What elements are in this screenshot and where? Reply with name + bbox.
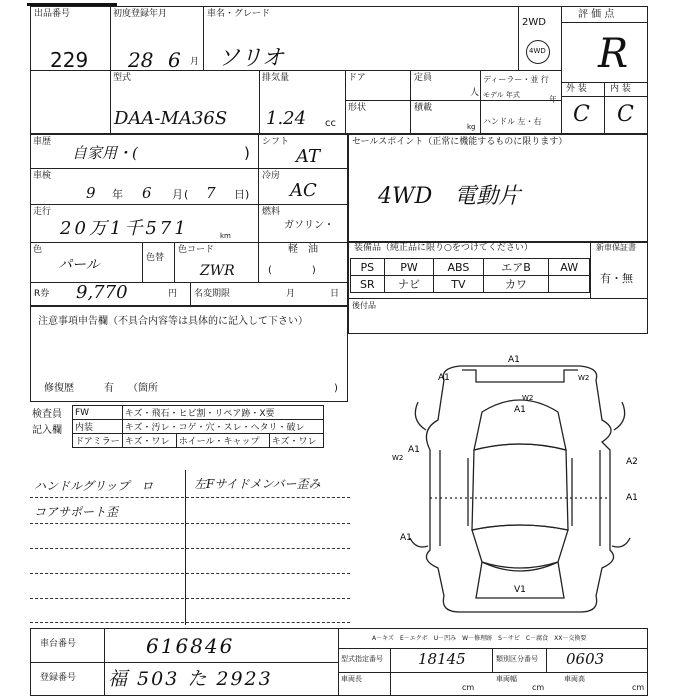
inspector-table [72, 405, 324, 448]
mileage-value: 20万1千571 [60, 218, 189, 239]
sales-value: 4WD 電動片 [378, 184, 521, 209]
damage-legend: A－キズ E－エクボ U－凹み W－修理跡 S－サビ C－腐食 XX－交換要 [372, 635, 587, 642]
repair-value: 有 [104, 383, 114, 394]
type-approval-value: 18145 [418, 650, 466, 668]
equip-empty [549, 276, 590, 293]
color-label: 色 [33, 245, 43, 255]
inspector-fw-items: キズ・飛石・ヒビ割・リペア跡・X要 [122, 406, 323, 420]
equip-tv: TV [434, 276, 483, 293]
new-car-label: 新車保証書 [596, 243, 636, 252]
model-year-label: モデル 年式 [483, 91, 520, 99]
remark-right: 左Fサイドメンバー歪み [194, 477, 321, 491]
capacity-unit: 人 [470, 88, 480, 98]
car-body-outline [426, 366, 613, 612]
inspector-interior: 内装 [73, 420, 123, 434]
car-rear-window [472, 525, 568, 568]
first-reg-year: 28 [128, 48, 154, 72]
model-year-unit: 年 [549, 95, 557, 104]
chassis-label: 車台番号 [40, 639, 77, 649]
mark-w2-side: W2 [392, 454, 404, 462]
mark-a1-side: A1 [408, 445, 420, 455]
equip-navi: ナビ [384, 276, 434, 293]
history-value: 自家用・( [72, 144, 138, 162]
repair-close: ) [334, 383, 338, 394]
history-label: 車歴 [33, 137, 52, 147]
shape-label: 形状 [348, 103, 367, 113]
lot-label: 出品番号 [34, 9, 71, 19]
equip-aw: AW [549, 259, 590, 276]
equipment-table [350, 258, 590, 293]
mark-a1-right: A1 [626, 493, 638, 503]
color-code-label: 色コード [178, 245, 215, 255]
first-reg-month-unit: 月 [190, 57, 200, 67]
mileage-label: 走行 [33, 207, 52, 217]
name-label: 車名・グレード [207, 9, 271, 19]
ac-value: AC [290, 180, 317, 201]
exterior-value: C [573, 102, 590, 127]
type-approval-label: 型式指定番号 [341, 655, 383, 663]
drive-label: 2WD [522, 17, 546, 28]
history-close: ) [244, 144, 250, 162]
color-change-label: 色替 [146, 253, 165, 263]
fuel-diesel: 軽 油 [288, 244, 318, 255]
interior-label: 内 装 [610, 84, 631, 94]
load-label: 積載 [414, 103, 433, 113]
sales-label: セールスポイント（正常に機能するものに限ります） [352, 137, 568, 147]
height-label: 車両高 [564, 675, 585, 683]
lot-number: 229 [50, 48, 89, 72]
reg-label: 登録番号 [40, 673, 77, 683]
rear-label: 後付品 [352, 301, 376, 310]
mark-a1-top: A1 [508, 355, 520, 365]
displacement-value: 1.24 [266, 108, 307, 129]
inspection-day-unit: 日) [234, 188, 250, 201]
class-label: 類別区分番号 [496, 655, 538, 663]
inspection-year-unit: 年 [112, 188, 123, 201]
repair-part: （箇所 [128, 383, 158, 394]
car-diagram [380, 350, 660, 630]
first-reg-label: 初度登録年月 [113, 9, 168, 19]
width-unit: cm [532, 683, 545, 692]
mileage-unit: km [220, 232, 231, 240]
inspector-fw: FW [73, 406, 123, 420]
inspector-mirror: ドアミラー [73, 434, 123, 448]
ac-label: 冷房 [262, 171, 281, 181]
equip-pw: PW [384, 259, 434, 276]
first-reg-month: 6 [168, 48, 181, 72]
mark-a1-rear: A1 [400, 533, 412, 543]
color-code-value: ZWR [200, 263, 235, 279]
color-value: パール [58, 257, 100, 273]
mark-w2-right: W2 [578, 374, 590, 382]
name-change-month: 月 [286, 289, 296, 299]
inspection-month-unit: 月 [172, 188, 183, 201]
equip-abs: ABS [434, 259, 483, 276]
mark-w2-windshield: W2 [522, 394, 534, 402]
inspector-label-1: 検査員 [32, 409, 62, 420]
model-value: DAA-MA36S [114, 108, 228, 129]
length-unit: cm [462, 683, 475, 692]
shift-value: AT [296, 146, 321, 167]
mark-a1-windshield: A1 [514, 405, 526, 415]
inspection-month: 6 [142, 184, 152, 202]
inspector-label-2: 記入欄 [32, 425, 62, 436]
height-unit: cm [632, 683, 645, 692]
reg-value: 福 503 た 2923 [108, 668, 273, 690]
new-car-value: 有・無 [600, 272, 633, 285]
width-label: 車両幅 [496, 675, 517, 683]
equipment-label: 装備品（純正品に限り○をつけてください） [354, 243, 533, 253]
fuel-label: 燃料 [262, 207, 281, 217]
auction-sheet: 出品番号 229 初度登録年月 28 6 月 車名・グレード ソリオ 2WD 4WD 評 価 点 R 型式 DAA-MA36S 排気量 1.24 cc ドア 定員 人 ディーラー・並 行 モデル 年式 年 形状 積載 kg ハンドル 左・右 外 装 内 装 C C 車歴 自家用・( ) シフト AT 車検 9 年 6 月 ( 7 日) 冷房 AC 走行 20万1千571 km 燃料 ガソリン・ 軽 油 ( ) 色 パール 色替 色コード ZWR R券 9,770 円 名変期限 月 日 セールスポイント（正常に機能するものに限ります） 4WD 電動片 装備品（純正品に限り○をつけてください） 新車保証書 有・無 PS PW ABS エアB AW SR ナビ TV カワ 後付品 注意事項申告欄（不具合内容等は具体的に記入して下さい） 修復歴 有 （箇所 ) 検査員 記入欄 FW キズ・飛石・ヒビ割・リペア跡・X要 内装 キズ・汚レ・コゲ・穴・スレ・ヘタリ・破レ ドアミラー キズ・ワレ ホイール・キャップ キズ・ワレ ハンドルグリップ ロ コアサポート歪 左Fサイドメンバー歪み A1 A1 W2 A1 W2 A1 W2 A2 A1 A1 V1 車台番号 616846 登録番号 福 503 た 2923 A－キズ E－エクボ U－凹み W－修理跡 S－サビ C－腐食 XX－交換要 型式指定番号 18145 類別区分番号 0603 車両長 cm 車両幅 cm 車両高 cm [0, 0, 700, 700]
equip-ps: PS [351, 259, 385, 276]
class-value: 0603 [566, 650, 605, 668]
equip-leather: カワ [483, 276, 549, 293]
capacity-label: 定員 [414, 73, 433, 83]
repair-label: 修復歴 [44, 383, 74, 394]
handle-label: ハンドル 左・右 [483, 117, 542, 126]
car-roof [472, 444, 568, 530]
displacement-label: 排気量 [262, 73, 290, 83]
displacement-unit: cc [325, 118, 336, 129]
grade-label: 評 価 点 [578, 9, 615, 20]
remark-left: ハンドルグリップ ロ [34, 479, 154, 493]
grade-value: R [598, 31, 629, 77]
equip-airbag: エアB [483, 259, 549, 276]
inspection-year: 9 [86, 184, 96, 202]
length-label: 車両長 [341, 675, 362, 683]
name-change-label: 名変期限 [194, 289, 231, 299]
fuel-paren: ( ) [268, 265, 316, 276]
notes-label: 注意事項申告欄（不具合内容等は具体的に記入して下さい） [38, 316, 308, 327]
interior-value: C [617, 102, 634, 127]
door-label: ドア [348, 73, 366, 83]
inspection-label: 車検 [33, 171, 52, 181]
remark-left-2: コアサポート歪 [34, 505, 119, 519]
recycle-label: R券 [34, 289, 50, 299]
mark-a2-right: A2 [626, 457, 638, 467]
inspector-wheel: ホイール・キャップ [176, 434, 269, 448]
inspector-wheel-items: キズ・ワレ [269, 434, 323, 448]
equip-sr: SR [351, 276, 385, 293]
recycle-unit: 円 [168, 289, 178, 299]
inspection-day: 7 [206, 184, 216, 202]
load-unit: kg [467, 123, 476, 131]
inspector-interior-items: キズ・汚レ・コゲ・穴・スレ・ヘタリ・破レ [122, 420, 323, 434]
recycle-value: 9,770 [76, 282, 128, 303]
mark-v1-rear: V1 [514, 585, 526, 595]
model-label: 型式 [113, 73, 132, 83]
name-value: ソリオ [218, 46, 284, 71]
dealer-label: ディーラー・並 行 [483, 75, 549, 84]
drive-circle-text: 4WD [529, 47, 546, 55]
mark-a1-left: A1 [438, 373, 450, 383]
shift-label: シフト [262, 137, 290, 147]
fuel-gas: ガソリン・ [284, 220, 334, 231]
name-change-day: 日 [330, 289, 340, 299]
exterior-label: 外 装 [566, 84, 587, 94]
chassis-value: 616846 [146, 634, 235, 658]
inspector-mirror-items: キズ・ワレ [122, 434, 176, 448]
